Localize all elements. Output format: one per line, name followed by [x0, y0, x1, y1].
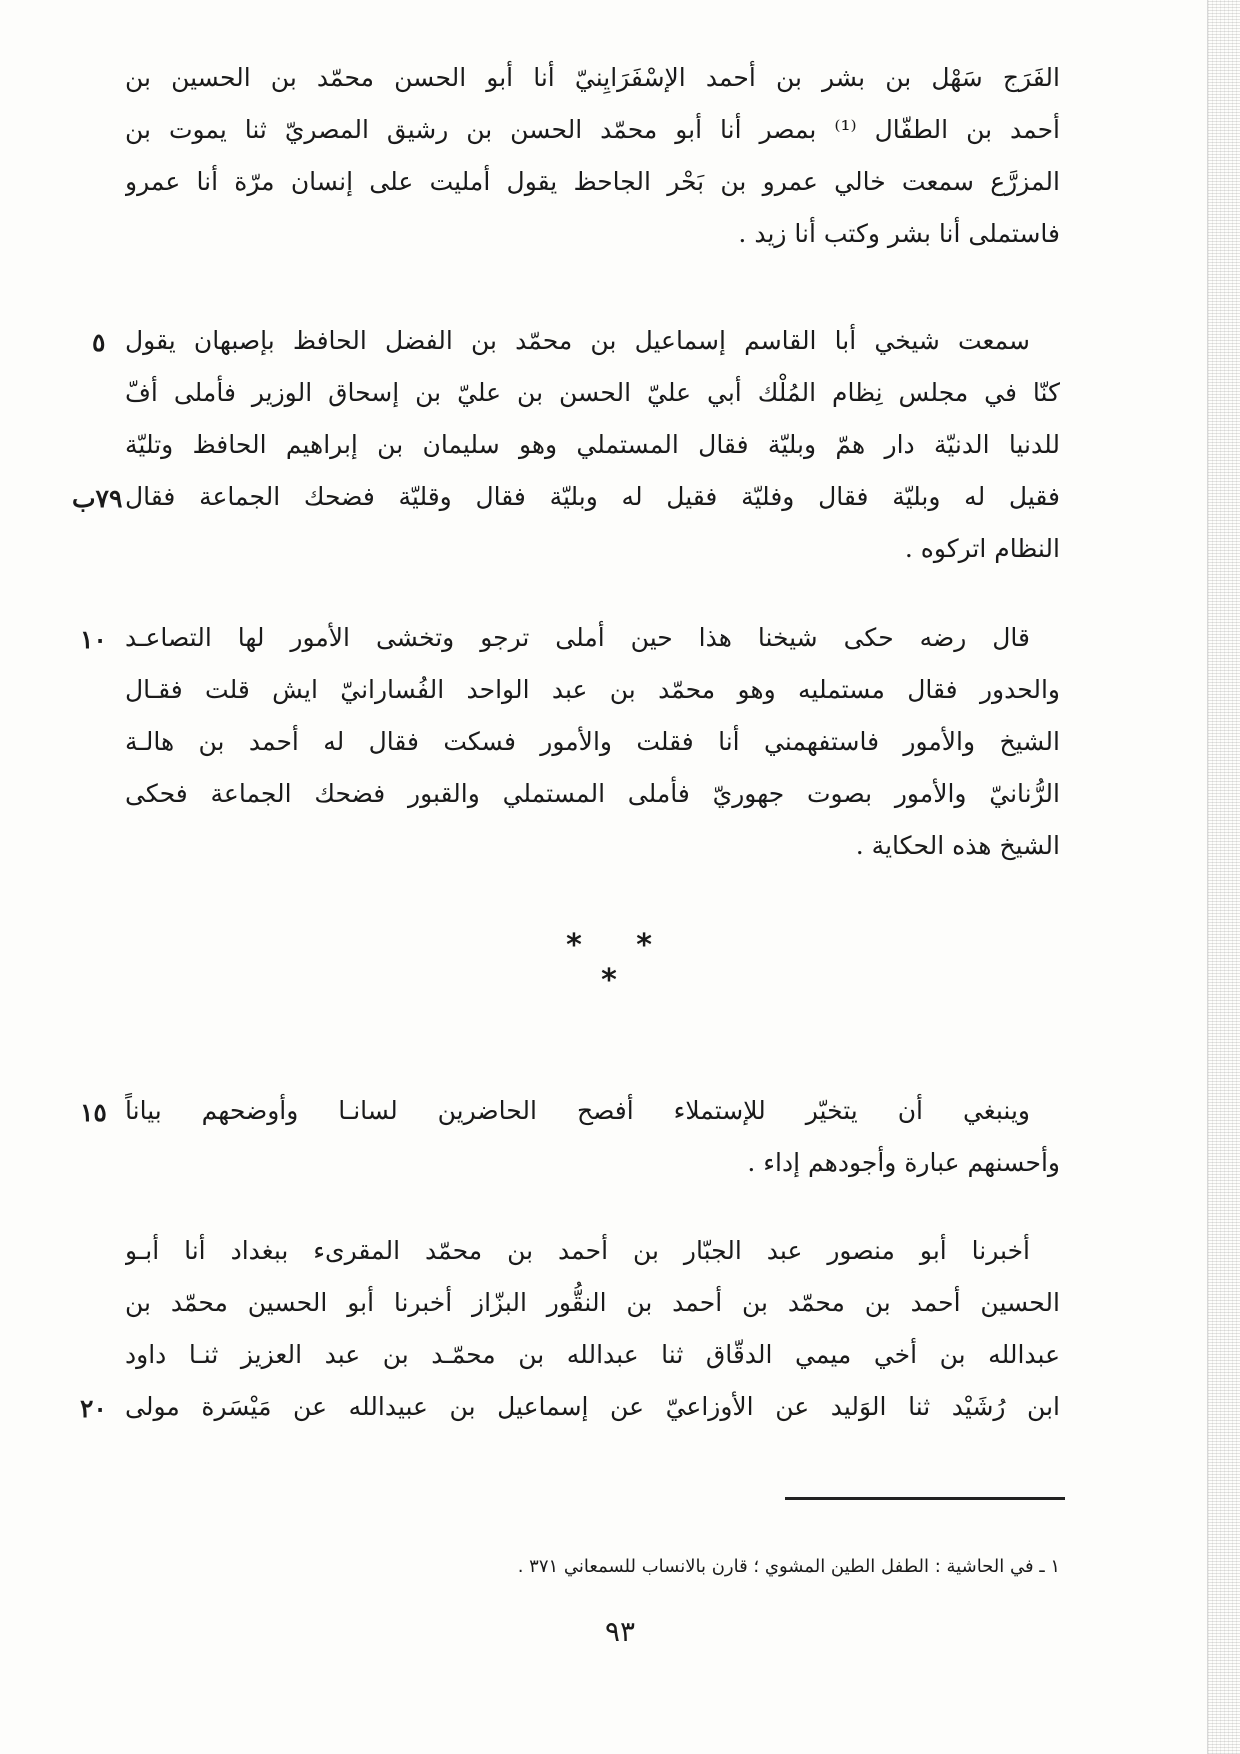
paragraph-2	[125, 315, 1060, 575]
text-line: الشيخ هذه الحكاية .	[855, 831, 1060, 860]
text-line: وينبغي أن يتخيّر للإستملاء أفصح الحاضرين لسانـا وأوضحهم بياناً	[125, 1096, 1030, 1125]
text-line: المزرَّع سمعت خالي عمرو بن بَحْر الجاحظ يقول أمليت على إنسان مرّة أنا عمرو	[125, 167, 1060, 196]
text-line: كنّا في مجلس نِظام المُلْك أبي عليّ الحسن بن عليّ بن إسحاق الوزير فأملى أفّ	[125, 378, 1060, 407]
text-line: الحسين أحمد بن محمّد بن أحمد بن النقُّور البزّاز أخبرنا أبو الحسين محمّد بن	[125, 1288, 1060, 1317]
footnote-rule	[785, 1497, 1065, 1500]
text-line: الشيخ والأمور فاستفهمني أنا فقلت والأمور فسكت فقال له أحمد بن هالـة	[125, 727, 1060, 756]
text-line: عبدالله بن أخي ميمي الدقّاق ثنا عبدالله بن محمّـد بن عبد العزيز ثنـا داود	[125, 1340, 1060, 1369]
text-line: أحمد بن الطفّال ⁽¹⁾ بمصر أنا أبو محمّد الحسن بن رشيق المصريّ ثنا يموت بن	[125, 115, 1060, 144]
section-separator: * * *	[566, 928, 674, 998]
paragraph-1	[125, 52, 1060, 260]
text-line: قال رضه حكى شيخنا هذا حين أملى ترجو وتخشى الأمور لها التصاعـد	[125, 623, 1030, 652]
text-line: الفَرَج سَهْل بن بشر بن أحمد الإسْفَرَايِنيّ أنا أبو الحسن محمّد بن الحسين بن	[125, 63, 1060, 92]
text-line: للدنيا الدنيّة دار همّ وبليّة فقال المستملي وهو سليمان بن إبراهيم الحافظ وتليّة	[125, 430, 1060, 459]
text-line: النظام اتركوه .	[904, 534, 1060, 563]
footnote: ١ ـ في الحاشية : الطفل الطين المشوي ؛ قارن بالانساب للسمعاني ٣٧١ .	[517, 1556, 1060, 1577]
text-line: والحدور فقال مستمليه وهو محمّد بن عبد الواحد الفُسارانيّ ايش قلت فقـال	[125, 675, 1060, 704]
paragraph-5	[125, 1225, 1060, 1433]
paragraph-3	[125, 612, 1060, 872]
line-number-5: ٥	[92, 328, 106, 357]
line-number-10: ١٠	[80, 625, 107, 654]
text-line: فاستملى أنا بشر وكتب أنا زيد .	[738, 219, 1060, 248]
paragraph-4	[125, 1085, 1060, 1189]
text-line: فقيل له وبليّة فقال وفليّة فقيل له وبليّة فقال وقليّة فضحك الجماعة فقال	[125, 482, 1060, 511]
text-line: سمعت شيخي أبا القاسم إسماعيل بن محمّد بن الفضل الحافظ بإصبهان يقول	[125, 326, 1030, 355]
text-line: أخبرنا أبو منصور عبد الجبّار بن أحمد بن محمّد المقرىء ببغداد أنا أبـو	[125, 1236, 1030, 1265]
folio-marker: ٧٩ب	[72, 484, 123, 513]
text-line: الرُّنانيّ والأمور بصوت جهوريّ فأملى المستملي والقبور فضحك الجماعة فحكى	[125, 779, 1060, 808]
page-number: ٩٣	[604, 1615, 636, 1648]
text-line: وأحسنهم عبارة وأجودهم إداء .	[747, 1148, 1060, 1177]
line-number-20: ٢٠	[80, 1394, 107, 1423]
text-line: ابن رُشَيْد ثنا الوَليد عن الأوزاعيّ عن إسماعيل بن عبيدالله عن مَيْسَرة مولى	[125, 1392, 1060, 1421]
line-number-15: ١٥	[80, 1098, 107, 1127]
scan-edge	[1207, 0, 1240, 1754]
